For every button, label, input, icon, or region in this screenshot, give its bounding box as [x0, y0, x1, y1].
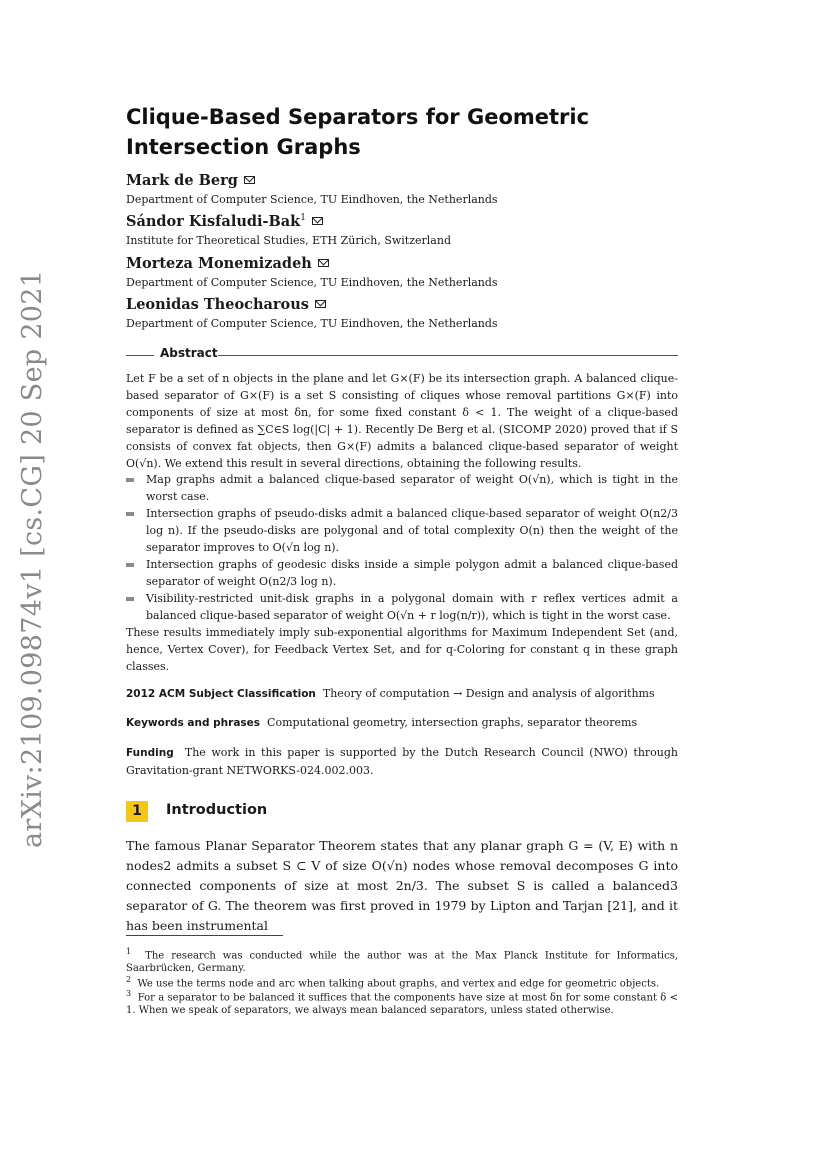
email-icon[interactable] [244, 176, 255, 184]
email-icon[interactable] [318, 259, 329, 267]
acm-label: 2012 ACM Subject Classification [126, 688, 316, 700]
author-name: Mark de Berg [126, 172, 255, 189]
footnote-text: The research was conducted while the author was at the Max Planck Institute for Informatics, Saarbrücken, Germany. [126, 950, 679, 975]
divider [126, 355, 154, 356]
abstract-bullet: Intersection graphs of pseudo-disks admit a balanced clique-based separator of weight O(n2/3 log n). If the pseudo-disks are polygonal and of total complexity O(n) then the weight of the separator improves to O(√n log n). [146, 507, 678, 554]
funding-text: The work in this paper is supported by the Dutch Research Council (NWO) through Gravitation-grant NETWORKS-024.002.003. [126, 746, 678, 777]
acm-classification [126, 685, 678, 703]
divider [218, 355, 678, 356]
footnote-text: We use the terms node and arc when talking about graphs, and vertex and edge for geometric objects. [137, 978, 660, 990]
bullet-marker [126, 512, 134, 516]
email-icon[interactable] [312, 217, 323, 225]
paper-title [126, 102, 686, 162]
author-name: Sándor Kisfaludi-Bak$^1$ [126, 213, 323, 230]
bullet-marker [126, 597, 134, 601]
abstract-label: Abstract [160, 346, 218, 360]
footnote-number: 3 [126, 989, 132, 998]
author-affiliation: Institute for Theoretical Studies, ETH Zürich, Switzerland [126, 234, 451, 247]
bullet-marker [126, 478, 134, 482]
keywords [126, 714, 678, 732]
title-line-2: Intersection Graphs [126, 135, 361, 159]
author-name: Morteza Monemizadeh [126, 255, 329, 272]
footnote-marker: 1 [300, 213, 306, 224]
intro-paragraph: The famous Planar Separator Theorem states that any planar graph G = (V, E) with n nodes2 admits a subset S ⊂ V of size O(√n) nodes whose removal decomposes G into connected components of size at most 2n/3. The subset S is called a balanced3 separator of G. The theorem was first proved in 1979 by Lipton and Tarjan [21], and it has been instrumental [126, 838, 678, 933]
author-affiliation: Department of Computer Science, TU Eindhoven, the Netherlands [126, 193, 498, 206]
acm-text: Theory of computation → Design and analysis of algorithms [322, 687, 655, 700]
author-affiliation: Department of Computer Science, TU Eindhoven, the Netherlands [126, 317, 498, 330]
abstract-bullet: Map graphs admit a balanced clique-based separator of weight O(√n), which is tight in the worst case. [146, 473, 678, 503]
arxiv-sidebar-stamp: arXiv:2109.09874v1 [cs.CG] 20 Sep 2021 [17, 269, 48, 848]
keywords-label: Keywords and phrases [126, 717, 261, 729]
funding [126, 744, 678, 779]
footnote-text: For a separator to be balanced it suffices that the components have size at most δn for some constant δ < 1. When we speak of separators, we always mean balanced separators, unless stated otherwise. [126, 992, 678, 1017]
footnote-number: 2 [126, 975, 132, 984]
footnote-number: 1 [126, 947, 132, 956]
keywords-text: Computational geometry, intersection graphs, separator theorems [267, 716, 638, 729]
footnote [126, 945, 678, 975]
author-affiliation: Department of Computer Science, TU Eindhoven, the Netherlands [126, 276, 498, 289]
bullet-marker [126, 563, 134, 567]
footnote-divider [126, 935, 283, 936]
funding-label: Funding [126, 747, 174, 759]
abstract-bullet: Intersection graphs of geodesic disks inside a simple polygon admit a balanced clique-based separator of weight O(n2/3 log n). [146, 558, 678, 588]
abstract-intro: Let F be a set of n objects in the plane and let G×(F) be its intersection graph. A balanced clique-based separator of G×(F) is a set S consisting of cliques whose removal partitions G×(F) into components of size at most δn, for some fixed constant δ < 1. The weight of a clique-based separator is defined as ∑C∈S log(|C| + 1). Recently De Berg et al. (SICOMP 2020) proved that if S consists of convex fat objects, then G×(F) admits a balanced clique-based separator of weight O(√n). We extend this result in several directions, obtaining the following results. [126, 372, 678, 470]
abstract-heading [126, 345, 678, 365]
section-number: 1 [126, 801, 148, 822]
footnote [126, 987, 678, 1017]
title-line-1: Clique-Based Separators for Geometric [126, 105, 590, 129]
author-name: Leonidas Theocharous [126, 296, 326, 313]
email-icon[interactable] [315, 300, 326, 308]
abstract-bullet: Visibility-restricted unit-disk graphs in a polygonal domain with r reflex vertices admit a balanced clique-based separator of weight O(√n + r log(n/r)), which is tight in the worst case. [146, 592, 678, 622]
section-title: Introduction [166, 802, 268, 818]
abstract-closing: These results immediately imply sub-exponential algorithms for Maximum Independent Set (and, hence, Vertex Cover), for Feedback Vertex Set, and for q-Coloring for constant q in these graph classes. [126, 626, 678, 673]
